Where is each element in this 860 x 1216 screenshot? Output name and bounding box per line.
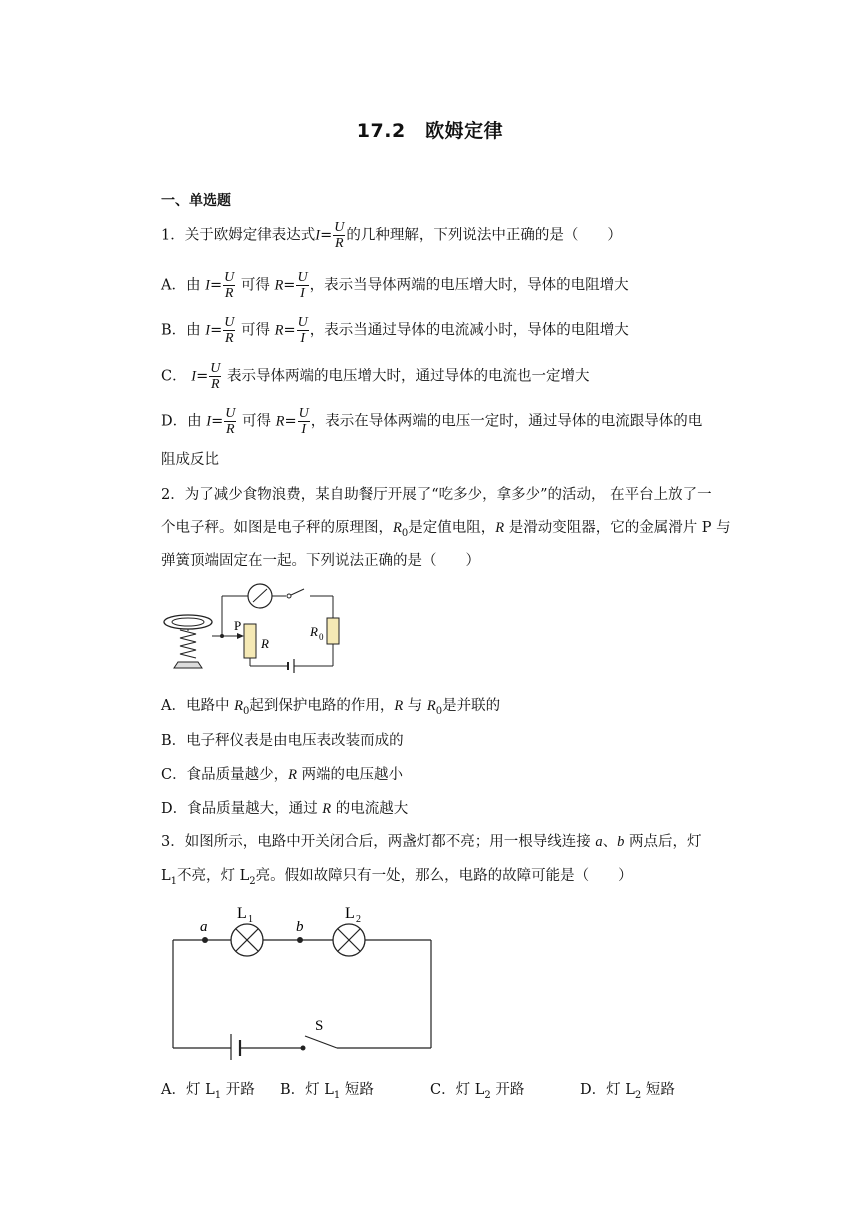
question-1-option-d: D．由 I= $\frac{U}{R}$ 可得 R= $\frac{U}{I}$ ，表示在导体两端的电压一定时，通过导体的电流跟导体的电: [161, 406, 703, 437]
section-heading: 一、单选题: [161, 193, 231, 209]
page-title: 17.2 欧姆定律: [356, 120, 504, 142]
question-3-line-2: $L_1$不亮，灯 $L_2$亮。假如故障只有一处，那么，电路的故障可能是（ ）: [161, 868, 633, 887]
slider-label-p: P: [234, 618, 242, 633]
svg-text:L: L: [345, 905, 355, 922]
question-2-line-1: 2．为了减少食物浪费，某自助餐厅开展了“吃多少，拿多少”的活动， 在平台上放了一: [161, 487, 712, 503]
question-1-stem: 1．关于欧姆定律表达式I= $\frac{U}{R}$ 的几种理解，下列说法中正确的是（ ）: [161, 220, 622, 251]
resistor-label-sub: 0: [319, 632, 324, 642]
svg-text:1: 1: [248, 914, 253, 925]
question-2-option-a: A．电路中 $R_0$起到保护电路的作用，R 与 $R_0$是并联的: [161, 698, 501, 717]
question-3-option-d: D．灯 $L_2$ 短路: [580, 1082, 675, 1101]
question-3-line-1: 3．如图所示，电路中开关闭合后，两盏灯都不亮；用一根导线连接 a、b 两点后，灯: [161, 834, 702, 850]
question-2-line-2: 个电子秤。如图是电子秤的原理图，$R_0$是定值电阻，R 是滑动变阻器，它的金属滑片 P 与: [161, 520, 731, 539]
svg-text:2: 2: [356, 914, 361, 925]
question-3-option-c: C．灯 $L_2$ 开路: [430, 1082, 525, 1101]
question-2-option-c: C．食品质量越少，R 两端的电压越小: [161, 767, 404, 783]
svg-text:L: L: [237, 905, 247, 922]
svg-text:b: b: [296, 919, 304, 935]
resistor-label-r0: R: [310, 624, 318, 639]
question-3-option-a: A．灯 $L_1$ 开路: [161, 1082, 255, 1101]
question-2-option-b: B．电子秤仪表是由电压表改装而成的: [161, 733, 404, 749]
electronic-scale-circuit-diagram: [158, 578, 348, 674]
question-3-option-b: B．灯 $L_1$ 短路: [280, 1082, 374, 1101]
question-1-option-c: C． I= $\frac{U}{R}$ 表示导体两端的电压增大时，通过导体的电流也一定增大: [161, 361, 590, 392]
point-b: [297, 937, 303, 943]
two-lamp-circuit-diagram: [165, 898, 440, 1060]
question-1-option-d-cont: 阻成反比: [161, 452, 219, 468]
svg-text:a: a: [200, 919, 208, 935]
svg-text:S: S: [315, 1018, 324, 1034]
question-2-line-3: 弹簧顶端固定在一起。下列说法正确的是（ ）: [161, 553, 480, 569]
point-a: [202, 937, 208, 943]
question-1-option-a: A．由 I= $\frac{U}{R}$ 可得 R= $\frac{U}{I}$ ，表示当导体两端的电压增大时，导体的电阻增大: [161, 270, 629, 301]
question-1-option-b: B．由 I= $\frac{U}{R}$ 可得 R= $\frac{U}{I}$ ，表示当通过导体的电流减小时，导体的电阻增大: [161, 315, 629, 346]
rheostat-label-r: R: [261, 636, 269, 651]
question-2-option-d: D．食品质量越大，通过 R 的电流越大: [161, 801, 409, 817]
